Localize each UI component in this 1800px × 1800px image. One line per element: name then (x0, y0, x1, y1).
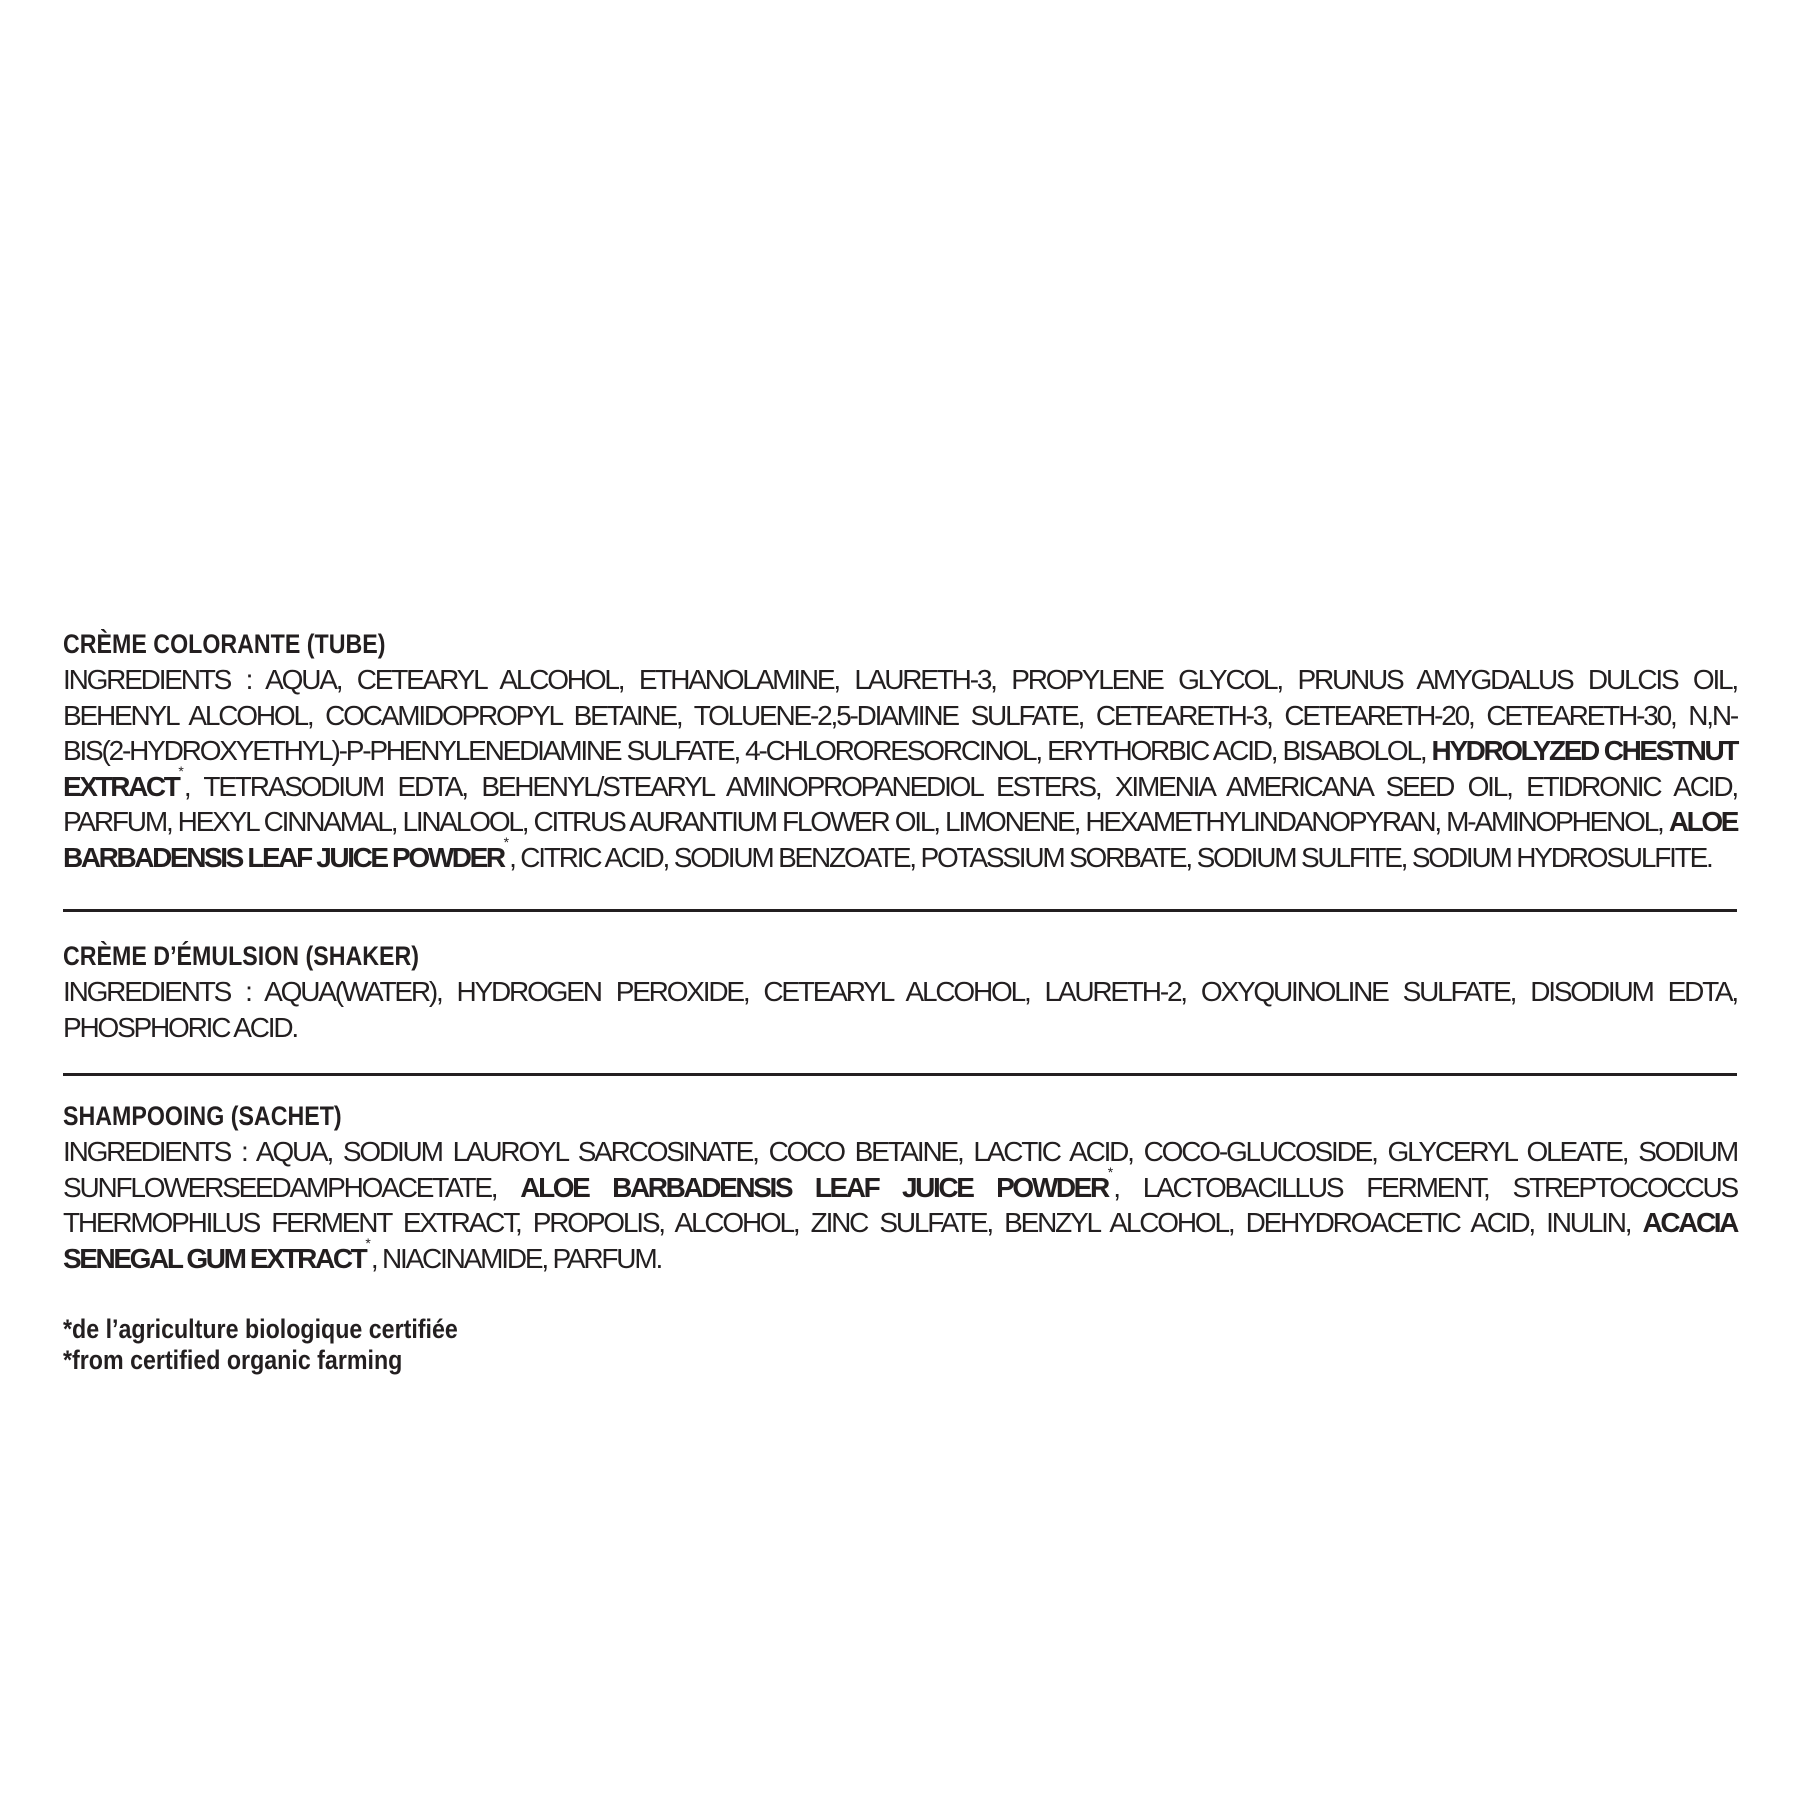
section-title: SHAMPOOING (SACHET) (63, 1101, 342, 1131)
ingredients-document (63, 626, 1737, 1376)
footnote-fr: *de l’agriculture biologique certifiée (63, 1314, 458, 1344)
section-creme-colorante (63, 626, 1737, 875)
ingredients-list (63, 662, 1737, 875)
ingredient-text: INGREDIENTS : AQUA(WATER), HYDROGEN PEROXIDE, CETEARYL ALCOHOL, LAURETH-2, OXYQUINOLINE SULFATE, DISODIUM EDTA, PHOSPHORIC ACID. (63, 976, 1737, 1043)
ingredient-text: INGREDIENTS : AQUA, SODIUM LAUROYL SARCOSINATE, COCO BETAINE, LACTIC ACID, COCO-GLUCOSIDE, GLYCERYL OLEATE, SODIUM SUNFLOWERSEEDAMPHOACETATE, (63, 1136, 1737, 1203)
organic-ingredient: HYDROLYZED CHESTNUT EXTRACT (63, 735, 1737, 802)
organic-asterisk: * (178, 762, 184, 779)
section-creme-emulsion (63, 938, 1737, 1045)
organic-asterisk: * (503, 833, 510, 850)
section-divider (63, 909, 1737, 912)
section-title: CRÈME COLORANTE (TUBE) (63, 629, 386, 659)
section-divider (63, 1073, 1737, 1076)
ingredient-text: , LACTOBACILLUS FERMENT, STREPTOCOCCUS THERMOPHILUS FERMENT EXTRACT, PROPOLIS, ALCOHOL, ZINC SULFATE, BENZYL ALCOHOL, DEHYDROACETIC ACID, INULIN, (63, 1171, 1737, 1238)
organic-asterisk: * (1107, 1163, 1114, 1180)
ingredients-list (63, 974, 1737, 1045)
ingredient-text: INGREDIENTS : AQUA, CETEARYL ALCOHOL, ETHANOLAMINE, LAURETH-3, PROPYLENE GLYCOL, PRUNUS AMYGDALUS DULCIS OIL, BEHENYL ALCOHOL, COCAMIDOPROPYL BETAINE, TOLUENE-2,5-DIAMINE SULFATE, CETEARETH-3, CETEARETH-20, CETEARETH-30, N,N-BIS(2-HYDROXYETHYL)-P-PHENYLENEDIAMINE SULFATE, 4-CHLORORESORCINOL, ERYTHORBIC ACID, BISABOLOL, (63, 664, 1737, 766)
organic-asterisk: * (365, 1234, 371, 1251)
ingredient-text: , CITRIC ACID, SODIUM BENZOATE, POTASSIUM SORBATE, SODIUM SULFITE, SODIUM HYDROSULFITE. (509, 841, 1712, 873)
ingredient-text: , NIACINAMIDE, PARFUM. (370, 1242, 662, 1274)
footnote-en: *from certified organic farming (63, 1345, 403, 1375)
footnotes (63, 1314, 1737, 1376)
ingredient-text: , TETRASODIUM EDTA, BEHENYL/STEARYL AMINOPROPANEDIOL ESTERS, XIMENIA AMERICANA SEED OIL, ETIDRONIC ACID, PARFUM, HEXYL CINNAMAL, LINALOOL, CITRUS AURANTIUM FLOWER OIL, LIMONENE, HEXAMETHYLINDANOPYRAN, M-AMINOPHENOL, (63, 770, 1737, 837)
section-title: CRÈME D’ÉMULSION (SHAKER) (63, 941, 420, 971)
organic-ingredient: ALOE BARBADENSIS LEAF JUICE POWDER (520, 1171, 1108, 1203)
section-shampooing (63, 1098, 1737, 1276)
organic-ingredient: ACACIA SENEGAL GUM EXTRACT (63, 1207, 1737, 1274)
ingredients-list (63, 1134, 1737, 1276)
organic-ingredient: ALOE BARBADENSIS LEAF JUICE POWDER (63, 806, 1737, 873)
